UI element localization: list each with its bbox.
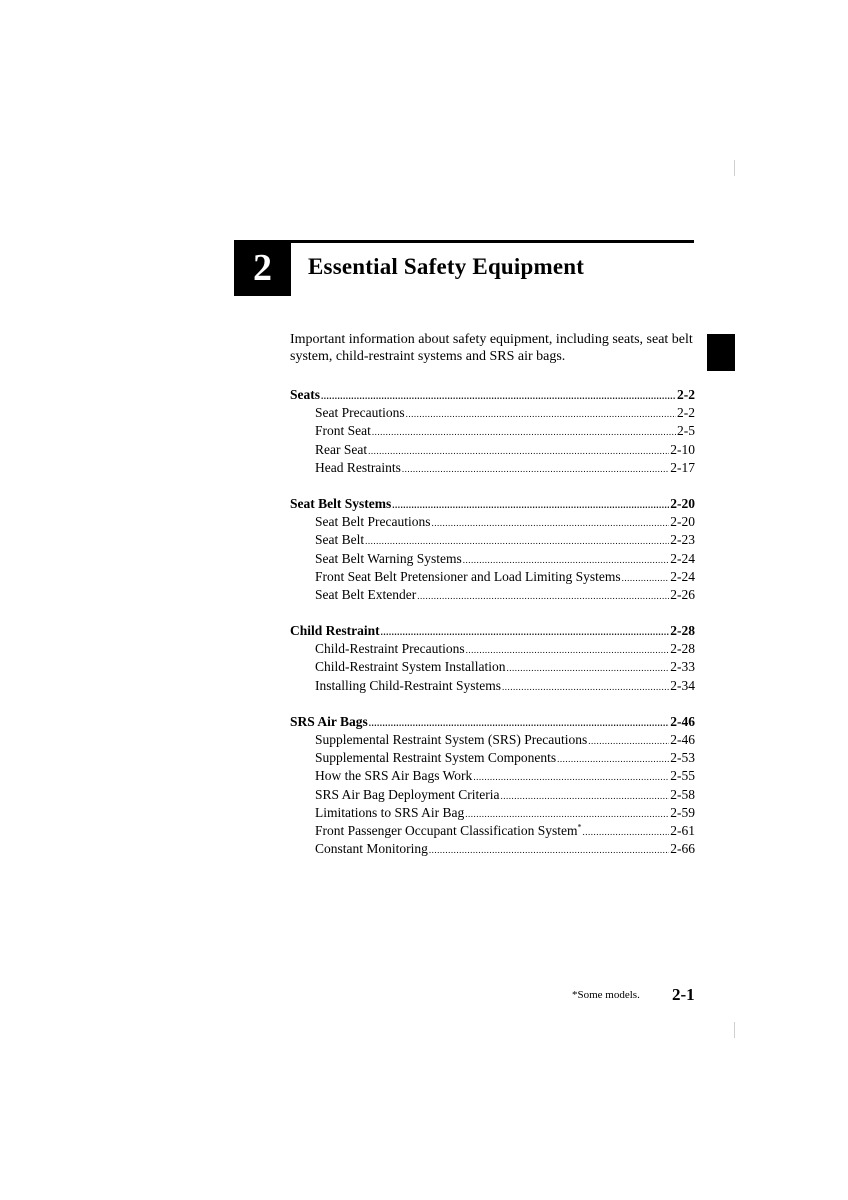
toc-section-heading[interactable] <box>290 387 695 405</box>
toc-entry-label <box>315 532 364 548</box>
toc-page-number: 2-61 <box>670 822 695 838</box>
toc-leader-dots <box>466 645 670 655</box>
toc-page-number: 2-20 <box>670 514 695 530</box>
toc-entry-text: Rear Seat <box>315 441 368 457</box>
toc-leader-dots <box>369 718 669 728</box>
toc-leader-dots <box>372 427 676 437</box>
toc-entry-label <box>315 587 416 603</box>
toc-page-number: 2-34 <box>670 677 695 693</box>
toc-leader-dots <box>463 555 669 565</box>
toc-entry-text: Head Restraints <box>315 459 401 475</box>
toc-entry-label <box>315 405 405 421</box>
toc-leader-dots <box>429 845 669 855</box>
toc-entry-label <box>315 732 587 748</box>
toc-leader-dots <box>381 627 670 637</box>
toc-section-heading[interactable] <box>290 714 695 732</box>
toc-page-number: 2-33 <box>670 659 695 675</box>
chapter-rule <box>234 240 694 243</box>
toc-leader-dots <box>417 591 669 601</box>
toc-entry[interactable] <box>290 405 695 423</box>
toc-leader-dots <box>365 536 669 546</box>
toc-leader-dots <box>465 809 669 819</box>
toc-entry[interactable] <box>290 841 695 859</box>
toc-entry-text: Front Seat <box>315 423 371 439</box>
toc-entry-text: Seats <box>290 387 320 402</box>
toc-entry-label <box>315 678 501 694</box>
toc-entry[interactable] <box>290 787 695 805</box>
toc-page-number: 2-20 <box>670 495 695 511</box>
chapter-header <box>234 240 694 296</box>
toc-entry-label <box>315 551 462 567</box>
crop-mark-bottom <box>734 1022 735 1038</box>
table-of-contents <box>290 387 695 877</box>
toc-leader-dots <box>431 518 669 528</box>
chapter-number: 2 <box>234 240 291 296</box>
crop-mark-top <box>734 160 735 176</box>
toc-entry-text: Seat Belt Precautions <box>315 514 431 530</box>
toc-page-number: 2-23 <box>670 532 695 548</box>
toc-entry[interactable] <box>290 423 695 441</box>
toc-page-number: 2-2 <box>677 387 695 402</box>
toc-page-number: 2-55 <box>670 768 695 784</box>
toc-leader-dots <box>368 446 669 456</box>
toc-entry[interactable] <box>290 442 695 460</box>
toc-entry-label <box>290 714 368 730</box>
toc-entry-text: Seat Belt <box>315 532 365 548</box>
toc-page-number: 2-59 <box>670 804 695 820</box>
toc-entry-text: Seat Belt Extender <box>315 586 417 602</box>
toc-entry-label <box>315 841 428 857</box>
toc-section <box>290 714 695 860</box>
toc-leader-dots <box>588 736 669 746</box>
toc-entry-label <box>315 569 621 585</box>
toc-entry-label <box>290 387 320 403</box>
toc-leader-dots <box>582 827 669 837</box>
toc-entry-text: SRS Air Bags <box>290 713 368 729</box>
toc-entry[interactable] <box>290 823 695 841</box>
toc-entry-label <box>315 787 500 803</box>
toc-entry[interactable] <box>290 641 695 659</box>
toc-entry-label <box>315 805 464 821</box>
toc-entry-text: Front Seat Belt Pretensioner and Load Limiting Systems <box>315 568 621 584</box>
footnote: *Some models. <box>572 989 640 1001</box>
toc-entry-label <box>315 460 401 476</box>
toc-page-number: 2-28 <box>670 623 695 639</box>
toc-entry-text: SRS Air Bag Deployment Criteria <box>315 786 500 802</box>
toc-entry[interactable] <box>290 551 695 569</box>
toc-page-number: 2-10 <box>670 441 695 457</box>
toc-entry-text: Seat Precautions <box>315 405 405 421</box>
toc-leader-dots <box>501 791 670 801</box>
chapter-intro: Important information about safety equipment, including seats, seat belt system, child-restraint systems and SRS air bags. <box>290 332 693 364</box>
toc-page-number: 2-26 <box>670 586 695 602</box>
toc-entry[interactable] <box>290 732 695 750</box>
toc-entry-label <box>315 768 472 784</box>
toc-entry-label <box>290 623 380 639</box>
toc-page-number: 2-53 <box>670 750 695 766</box>
toc-entry-label <box>315 750 556 766</box>
toc-entry[interactable] <box>290 532 695 550</box>
toc-page-number: 2-5 <box>677 423 695 439</box>
toc-entry-text: Supplemental Restraint System Components <box>315 750 557 766</box>
footnote-marker: * <box>577 822 582 832</box>
page-number: 2-1 <box>672 985 695 1004</box>
toc-entry[interactable] <box>290 569 695 587</box>
toc-entry[interactable] <box>290 514 695 532</box>
toc-page-number: 2-58 <box>670 786 695 802</box>
toc-page-number: 2-24 <box>670 550 695 566</box>
toc-entry-label <box>315 659 505 675</box>
toc-leader-dots <box>622 573 670 583</box>
toc-entry-text: Child-Restraint System Installation <box>315 659 506 675</box>
toc-leader-dots <box>506 663 669 673</box>
toc-entry-text: Seat Belt Warning Systems <box>315 550 462 566</box>
toc-section <box>290 496 695 605</box>
toc-entry[interactable] <box>290 587 695 605</box>
toc-entry-label <box>315 823 581 839</box>
toc-entry[interactable] <box>290 659 695 677</box>
toc-entry[interactable] <box>290 460 695 478</box>
toc-leader-dots <box>321 391 676 401</box>
toc-section <box>290 623 695 696</box>
chapter-title: Essential Safety Equipment <box>308 254 585 279</box>
toc-entry-text: Seat Belt Systems <box>290 495 392 511</box>
toc-page-number: 2-46 <box>670 732 695 747</box>
toc-page-number: 2-66 <box>670 841 695 857</box>
toc-entry[interactable] <box>290 750 695 768</box>
toc-entry-text: Child-Restraint Precautions <box>315 641 465 657</box>
toc-entry[interactable] <box>290 768 695 786</box>
toc-entry-label <box>315 442 367 458</box>
toc-entry-text: Constant Monitoring <box>315 841 428 857</box>
toc-page-number: 2-2 <box>677 405 695 421</box>
toc-entry-text: Front Passenger Occupant Classification System <box>315 822 578 838</box>
toc-page-number: 2-17 <box>670 459 695 475</box>
toc-page-number: 2-28 <box>670 641 695 657</box>
toc-entry-label <box>315 514 430 530</box>
toc-entry-text: Supplemental Restraint System (SRS) Precautions <box>315 732 588 747</box>
toc-entry[interactable] <box>290 678 695 696</box>
toc-leader-dots <box>392 500 669 510</box>
toc-entry-label <box>290 496 391 512</box>
toc-entry-label <box>315 423 371 439</box>
toc-entry-text: Child Restraint <box>290 623 380 639</box>
toc-leader-dots <box>473 772 669 782</box>
toc-entry-text: Installing Child-Restraint Systems <box>315 677 501 693</box>
toc-section-heading[interactable] <box>290 623 695 641</box>
toc-leader-dots <box>557 754 669 764</box>
chapter-thumb-tab <box>707 334 735 371</box>
toc-entry-text: How the SRS Air Bags Work <box>315 768 473 784</box>
toc-entry-text: Limitations to SRS Air Bag <box>315 804 465 820</box>
toc-page-number: 2-24 <box>670 568 695 584</box>
toc-leader-dots <box>406 409 676 419</box>
toc-entry-label <box>315 641 465 657</box>
toc-section <box>290 387 695 478</box>
toc-page-number: 2-46 <box>670 713 695 729</box>
toc-leader-dots <box>502 682 669 692</box>
toc-leader-dots <box>402 464 669 474</box>
toc-entry[interactable] <box>290 805 695 823</box>
toc-section-heading[interactable] <box>290 496 695 514</box>
